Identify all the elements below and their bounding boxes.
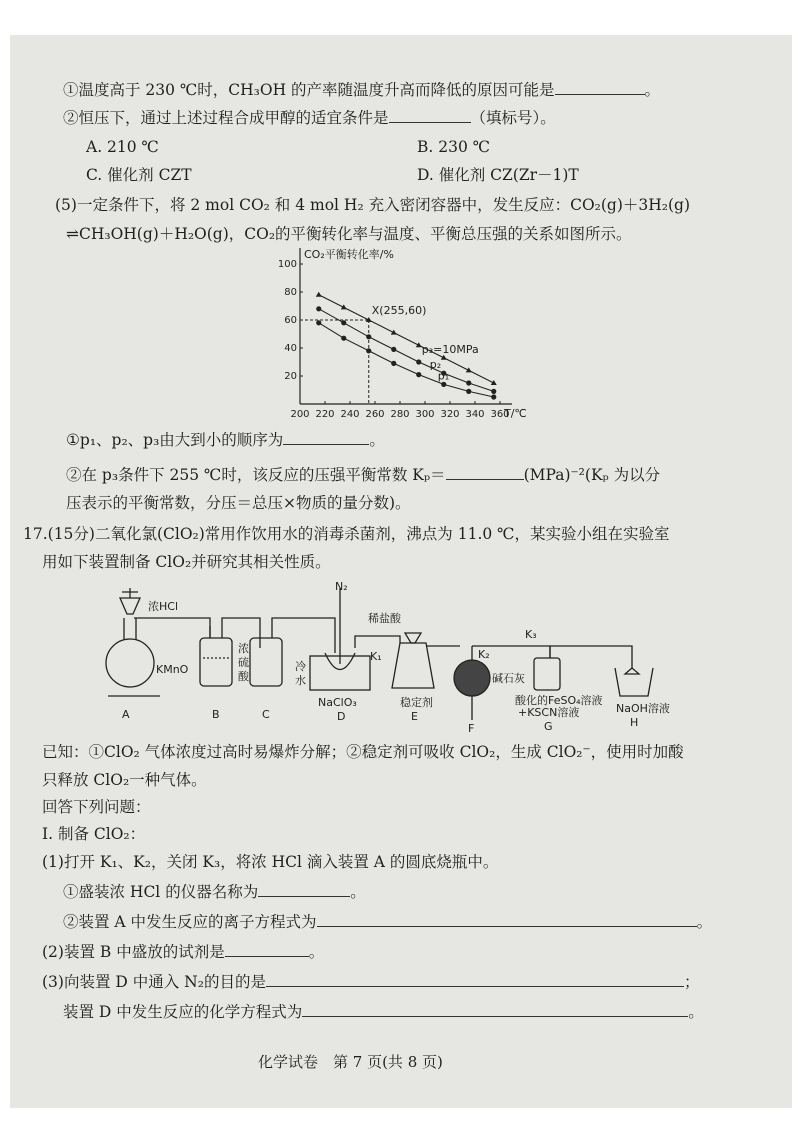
h2so4-label-2: 硫 [238, 656, 249, 669]
q4-sub1: ①温度高于 230 ℃时，CH₃OH 的产率随温度升高而降低的原因可能是 。 [63, 81, 661, 99]
option-b: B. 230 ℃ [417, 138, 491, 156]
y-tick-label: 60 [284, 315, 297, 326]
label-e: E [411, 710, 418, 723]
valve-k1-label: K₁ [370, 650, 382, 663]
data-point [341, 336, 346, 341]
kmno4-label: KMnO [156, 663, 189, 676]
valve-k3-label: K₃ [525, 628, 537, 641]
answer-blank[interactable] [389, 108, 471, 123]
x-tick-label: 340 [465, 409, 485, 420]
answer-blank[interactable] [283, 430, 369, 445]
answer-blank[interactable] [266, 972, 684, 987]
x-tick-label: 200 [290, 409, 310, 420]
valve-k2-label: K₂ [478, 648, 490, 661]
data-point [416, 359, 421, 364]
beaker-h [615, 668, 653, 696]
q17-step1b: ②装置 A 中发生反应的离子方程式为 。 [63, 913, 713, 931]
answer-heading: 回答下列问题： [42, 798, 151, 816]
label-f: F [468, 722, 475, 735]
annotation-label: X(255,60) [371, 304, 427, 317]
label-d: D [337, 710, 346, 723]
data-point [441, 382, 446, 387]
stabilizer-label: 稳定剂 [400, 696, 433, 709]
label-h: H [630, 716, 639, 729]
answer-blank[interactable] [555, 80, 645, 95]
q17-step3b: 装置 D 中发生反应的化学方程式为 。 [63, 1003, 704, 1021]
data-point [316, 320, 321, 325]
bottle-g [534, 658, 560, 690]
data-point [391, 361, 396, 366]
q17-step1: (1)打开 K₁、K₂，关闭 K₃，将浓 HCl 滴入装置 A 的圆底烧瓶中。 [42, 853, 499, 871]
q17-intro2: 用如下装置制备 ClO₂并研究其相关性质。 [42, 553, 331, 571]
series-line [319, 323, 494, 397]
series-label: p₃=10MPa [421, 342, 479, 356]
x-tick-label: 320 [440, 409, 460, 420]
conversion-chart [272, 244, 552, 424]
data-point [316, 306, 321, 311]
x-tick-label: 280 [390, 409, 410, 420]
label-g: G [544, 720, 553, 733]
answer-blank[interactable] [258, 882, 350, 897]
x-tick-label: 300 [415, 409, 435, 420]
q17-step3: (3)向装置 D 中通入 N₂的目的是 ； [42, 973, 700, 991]
data-point [341, 320, 346, 325]
y-tick-label: 40 [284, 343, 297, 354]
q5-sub1: ①p₁、p₂、p₃由大到小的顺序为 。 [66, 431, 385, 449]
known-line1: 已知：①ClO₂ 气体浓度过高时易爆炸分解；②稳定剂可吸收 ClO₂，生成 ClO₂⁻，使用时加酸 [42, 743, 684, 761]
h2so4-label-3: 酸 [238, 670, 249, 683]
x-tick-label: 260 [365, 409, 385, 420]
apparatus-diagram [100, 578, 700, 738]
option-d: D. 催化剂 CZ(Zr－1)T [417, 166, 579, 184]
y-tick-label: 80 [284, 287, 297, 298]
g-solution-label: 酸化的FeSO₄溶液 [515, 694, 603, 707]
page-footer: 化学试卷 第 7 页(共 8 页) [258, 1053, 443, 1071]
data-point [466, 380, 471, 385]
wash-bottle-b [200, 638, 232, 686]
q5-stem-line1: (5)一定条件下，将 2 mol CO₂ 和 4 mol H₂ 充入密闭容器中，发生反应：CO₂(g)＋3H₂(g) [55, 196, 690, 214]
round-bottom-flask-a [106, 639, 154, 687]
y-tick-label: 20 [284, 371, 297, 382]
data-point [391, 347, 396, 352]
x-axis-label: T/℃ [504, 407, 527, 420]
option-c: C. 催化剂 CZT [86, 166, 192, 184]
cold-water-label-2: 水 [295, 674, 306, 687]
soda-lime-tube-f [454, 660, 490, 696]
soda-lime-label: 碱石灰 [492, 672, 525, 685]
q17-step1a: ①盛装浓 HCl 的仪器名称为 。 [63, 883, 366, 901]
q17-intro1: 17.(15分)二氧化氯(ClO₂)常用作饮用水的消毒杀菌剂，沸点为 11.0 ℃，某实验小组在实验室 [23, 525, 670, 543]
g-kscn-label: +KSCN溶液 [518, 706, 580, 719]
series-label: p₂ [429, 358, 442, 372]
answer-blank[interactable] [225, 942, 309, 957]
part1-heading: Ⅰ. 制备 ClO₂： [42, 825, 146, 843]
q17-step2: (2)装置 B 中盛放的试剂是 。 [42, 943, 325, 961]
q4-sub2: ②恒压下，通过上述过程合成甲醇的适宜条件是 （填标号）。 [63, 109, 556, 127]
x-tick-label: 220 [315, 409, 335, 420]
label-b: B [212, 708, 220, 721]
q5-stem-line2: ⇌CH₃OH(g)＋H₂O(g)，CO₂的平衡转化率与温度、平衡总压强的关系如图所示。 [66, 225, 632, 243]
conc-hcl-label: 浓HCl [148, 600, 179, 613]
data-point [316, 292, 322, 297]
naclo3-label: NaClO₃ [318, 696, 357, 709]
answer-blank[interactable] [302, 1002, 688, 1017]
q5-sub2-cont: 压表示的平衡常数，分压＝总压×物质的量分数)。 [66, 494, 411, 512]
data-point [491, 389, 496, 394]
answer-blank[interactable] [446, 465, 524, 480]
data-point [466, 389, 471, 394]
answer-blank[interactable] [317, 912, 697, 927]
x-tick-label: 360 [490, 409, 510, 420]
option-a: A. 210 ℃ [86, 138, 159, 156]
series-label: p₁ [437, 369, 450, 383]
data-point [416, 372, 421, 377]
dilute-hcl-label: 稀盐酸 [368, 612, 401, 625]
cold-water-label-1: 冷 [295, 660, 306, 673]
x-tick-label: 240 [340, 409, 360, 420]
y-axis-label: CO₂平衡转化率/% [304, 248, 394, 261]
known-line2: 只释放 ClO₂一种气体。 [42, 771, 207, 789]
naoh-label: NaOH溶液 [616, 702, 670, 715]
data-point [491, 394, 496, 399]
q5-sub2: ②在 p₃条件下 255 ℃时，该反应的压强平衡常数 Kₚ＝ (MPa)⁻²(Kₚ 为以分 [66, 466, 661, 484]
conical-flask-e [392, 643, 434, 688]
dropping-funnel [120, 598, 140, 614]
label-a: A [122, 708, 130, 721]
n2-label: N₂ [335, 580, 348, 593]
y-tick-label: 100 [277, 259, 297, 270]
bottle-c [250, 638, 282, 686]
label-c: C [262, 708, 270, 721]
h2so4-label-1: 浓 [238, 642, 249, 655]
